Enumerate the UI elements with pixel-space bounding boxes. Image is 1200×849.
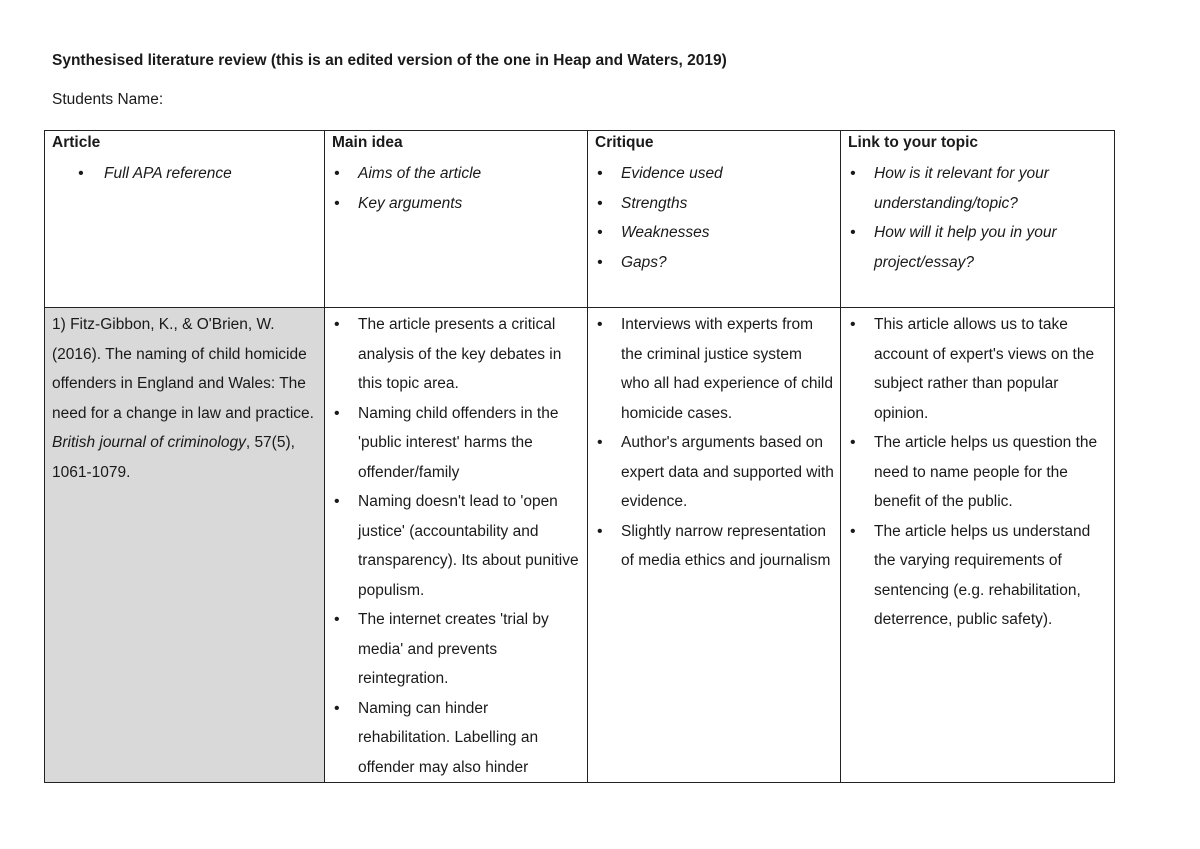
guidance-item: • Full APA reference [52,159,318,189]
guidance-list-article [52,159,318,189]
article-reference [52,310,318,487]
guidance-item: • Strengths [595,189,834,219]
guidance-list-link [848,159,1108,277]
header-cell-main-idea [325,131,588,308]
list-item: • The internet creates 'trial by media' and prevents reintegration. [332,605,581,694]
list-item: • Interviews with experts from the criminal justice system who all had experience of child homicide cases. [595,310,834,428]
guidance-item: • Aims of the article [332,159,581,189]
column-header-main-idea: Main idea [332,134,403,151]
header-row [45,131,1115,308]
header-cell-critique [588,131,841,308]
student-name-label: Students Name: [52,91,164,108]
reference-volume-pages: , 57(5), 1061-1079. [52,434,295,481]
reference-journal: British journal of criminology [52,434,246,451]
guidance-item: • Gaps? [595,248,834,278]
list-item: • Naming child offenders in the 'public interest' harms the offender/family [332,399,581,488]
guidance-item: • Key arguments [332,189,581,219]
document-title: Synthesised literature review (this is an edited version of the one in Heap and Waters, 2019) [52,52,727,69]
link-list [848,310,1108,635]
guidance-item: • Evidence used [595,159,834,189]
list-item: • This article allows us to take account of expert's views on the subject rather than popular opinion. [848,310,1108,428]
guidance-list-main-idea [332,159,581,218]
guidance-item: • Weaknesses [595,218,834,248]
list-item: • Author's arguments based on expert data and supported with evidence. [595,428,834,517]
guidance-list-critique [595,159,834,277]
list-item: • The article helps us understand the varying requirements of sentencing (e.g. rehabilitation, deterrence, public safety). [848,517,1108,635]
column-header-article: Article [52,134,101,151]
guidance-item: • How will it help you in your project/essay? [848,218,1108,277]
reference-authors-title: 1) Fitz-Gibbon, K., & O'Brien, W. (2016). The naming of child homicide offenders in England and Wales: The need for a change in law and practice. [52,316,314,422]
list-item: • Naming can hinder rehabilitation. Labelling an offender may also hinder [332,694,581,783]
critique-cell [588,308,841,783]
critique-list [595,310,834,576]
link-cell [841,308,1115,783]
column-header-link: Link to your topic [848,134,979,151]
list-item: • Naming doesn't lead to 'open justice' (accountability and transparency). Its about punitive populism. [332,487,581,605]
main-idea-list [332,310,581,782]
article-reference-cell [45,308,325,783]
header-cell-link [841,131,1115,308]
list-item: • The article helps us question the need to name people for the benefit of the public. [848,428,1108,517]
guidance-item: • How is it relevant for your understanding/topic? [848,159,1108,218]
literature-review-table [44,130,1115,783]
header-cell-article [45,131,325,308]
column-header-critique: Critique [595,134,654,151]
list-item: • The article presents a critical analysis of the key debates in this topic area. [332,310,581,399]
list-item: • Slightly narrow representation of media ethics and journalism [595,517,834,576]
table-row [45,308,1115,783]
main-idea-cell [325,308,588,783]
